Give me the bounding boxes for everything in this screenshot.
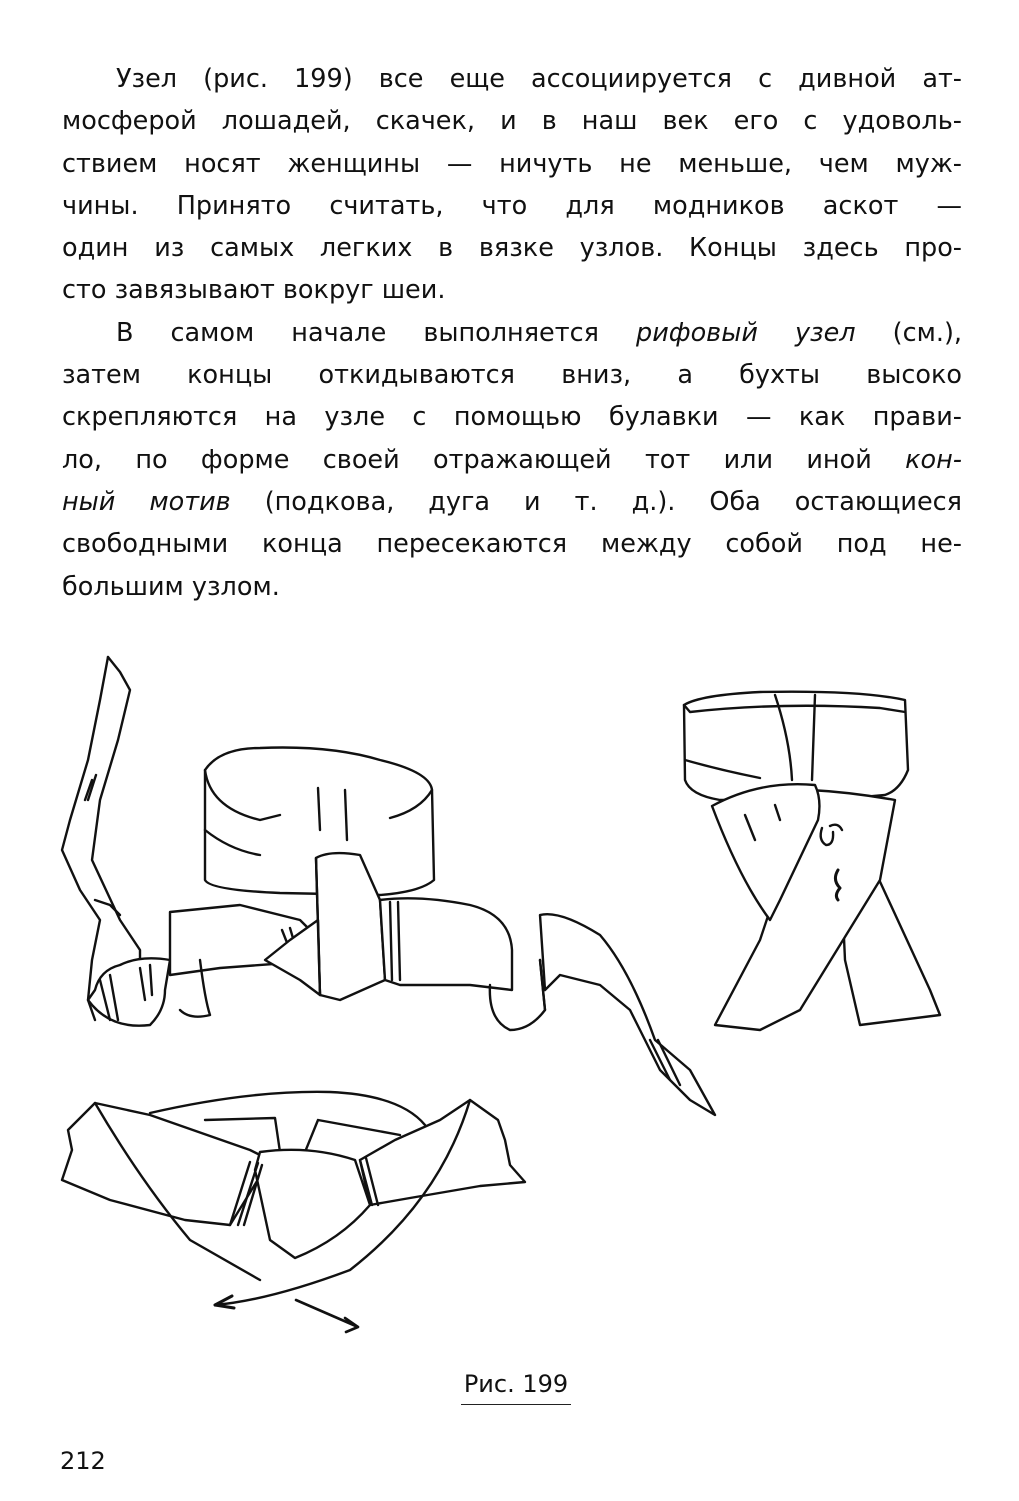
ascot-knot-pinned-view-illustration xyxy=(684,692,940,1030)
text-run: (подкова, дуга и т. д.). Оба остающиеся xyxy=(230,486,963,517)
text-line: Узел (рис. 199) все еще ассоциируется с дивной ат- xyxy=(116,64,962,94)
text-line: мосферой лошадей, скачек, и в наш век его с удоволь- xyxy=(62,106,962,137)
ascot-knot-top-view-illustration xyxy=(62,1092,525,1332)
text-line: большим узлом. xyxy=(62,571,280,602)
paragraph-2 xyxy=(62,312,962,608)
text-line xyxy=(62,312,962,354)
text-line xyxy=(62,481,962,523)
text-line: чины. Принято считать, что для модников аскот — xyxy=(62,190,962,221)
page-number: 212 xyxy=(60,1447,106,1475)
text-run: В самом начале выполняется xyxy=(116,317,637,348)
italic-term-reef-knot: рифовый узел xyxy=(636,317,856,348)
italic-term-horse-motif: кон- xyxy=(905,444,962,475)
text-line: скрепляются на узле с помощью булавки — как прави- xyxy=(62,402,962,433)
text-line: ствием носят женщины — ничуть не меньше, чем муж- xyxy=(62,148,962,179)
text-line: один из самых легких в вязке узлов. Концы здесь про- xyxy=(62,233,962,264)
text-line xyxy=(62,439,962,481)
text-run: (см.), xyxy=(855,317,962,348)
text-line: затем концы откидываются вниз, а бухты высоко xyxy=(62,360,962,391)
text-line: свободными конца пересекаются между собой под не- xyxy=(62,529,962,560)
paragraph-1 xyxy=(62,58,962,312)
ascot-knot-front-view-illustration xyxy=(62,657,715,1115)
figure-caption: Рис. 199 xyxy=(461,1370,571,1405)
italic-term-horse-motif-cont: ный мотив xyxy=(62,486,231,517)
body-text xyxy=(62,58,962,608)
text-run: ло, по форме своей отражающей тот или иной xyxy=(62,444,906,475)
text-line: сто завязывают вокруг шеи. xyxy=(62,275,446,306)
